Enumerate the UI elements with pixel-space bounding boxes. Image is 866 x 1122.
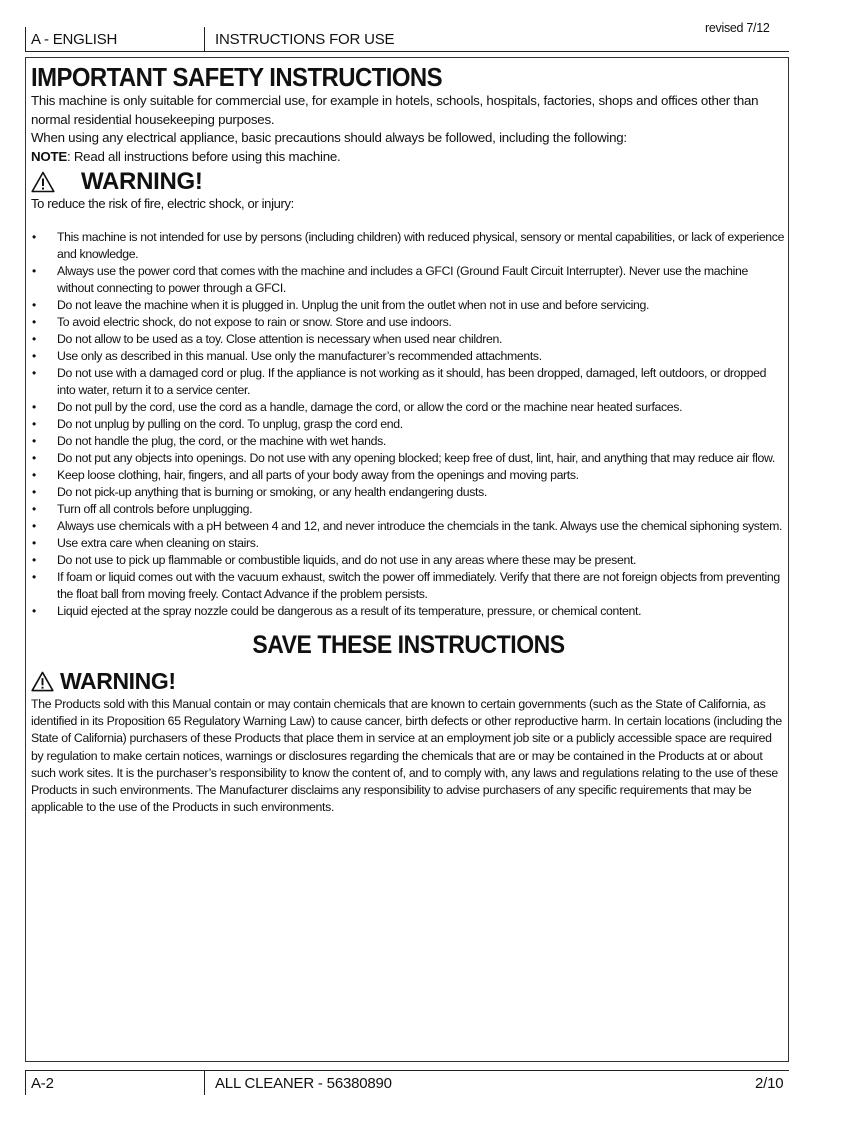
bullet-text: Keep loose clothing, hair, fingers, and all parts of your body away from the openings and moving parts. [57,468,579,482]
bullet-dot: • [32,536,36,550]
bullet-dot: • [32,434,36,448]
page-title: IMPORTANT SAFETY INSTRUCTIONS [31,62,443,92]
bullet-text: Use only as described in this manual. Use only the manufacturer’s recommended attachments. [57,349,542,363]
bullet-item [31,229,786,263]
header-left-rule [25,27,26,52]
bullet-text: If foam or liquid comes out with the vacuum exhaust, switch the power off immediately. Verify that there are not foreign objects from preventing the float ball from moving freely. Contact Advance if the problem persists. [57,570,780,601]
note-label: NOTE [31,148,67,164]
bullet-dot: • [32,451,36,465]
bullet-dot: • [32,570,36,584]
footer-top-rule [25,1070,789,1071]
bullet-text: Do not pull by the cord, use the cord as a handle, damage the cord, or allow the cord or the machine near heated surfaces. [57,400,683,414]
bullet-dot: • [32,264,36,278]
save-instructions-heading: SAVE THESE INSTRUCTIONS [252,631,565,659]
note-line [31,148,786,167]
intro-paragraph-2: When using any electrical appliance, basic precautions should always be followed, including the following: [31,130,627,145]
bullet-item [31,569,786,603]
bullet-item [31,433,786,450]
bullet-dot: • [32,332,36,346]
bullet-item [31,603,786,620]
footer-divider [204,1070,205,1095]
bullet-dot: • [32,502,36,516]
bullet-text: Do not unplug by pulling on the cord. To unplug, grasp the cord end. [57,417,403,431]
header-divider [204,27,205,52]
header-bottom-rule [25,51,789,52]
bullet-text: Turn off all controls before unplugging. [57,502,253,516]
bullet-dot: • [32,553,36,567]
note-text: : Read all instructions before using this machine. [66,148,341,164]
bullet-dot: • [32,400,36,414]
safety-bullet-list [31,229,786,620]
bullet-item [31,467,786,484]
bullet-item [31,348,786,365]
bullet-text: To avoid electric shock, do not expose to rain or snow. Store and use indoors. [57,315,452,329]
bullet-text: Do not use with a damaged cord or plug. If the appliance is not working as it should, has been dropped, damaged, left outdoors, or dropped into water, return it to a service center. [57,366,767,397]
bullet-item [31,518,786,535]
intro-block [31,92,786,166]
warning-title-1: WARNING! [81,168,203,195]
bullet-item [31,501,786,518]
warning-heading-2 [31,668,786,694]
bullet-dot: • [32,485,36,499]
bullet-text: Do not use to pick up flammable or combustible liquids, and do not use in any areas where these may be present. [57,553,637,567]
bullet-text: Do not pick-up anything that is burning or smoking, or any health endangering dusts. [57,485,487,499]
bullet-dot: • [32,298,36,312]
bullet-item [31,484,786,501]
bullet-item [31,297,786,314]
bullet-dot: • [32,349,36,363]
bullet-item [31,365,786,399]
main-content [31,62,786,816]
footer-model: ALL CLEANER - 56380890 [215,1075,392,1092]
warning-title-2: WARNING! [60,667,176,694]
warning-lead: To reduce the risk of fire, electric shock, or injury: [31,196,294,211]
bullet-dot: • [32,315,36,329]
header-revised: revised 7/12 [705,21,770,35]
warning-triangle-icon [31,171,55,193]
warning-heading-1 [31,168,786,196]
header-section-label: A - ENGLISH [31,31,118,48]
bullet-item [31,314,786,331]
bullet-item [31,416,786,433]
bullet-item [31,331,786,348]
footer-date: 2/10 [755,1075,784,1092]
footer-page-label: A-2 [31,1075,54,1092]
intro-paragraph-1: This machine is only suitable for commercial use, for example in hotels, schools, hospitals, factories, shops and offices other than normal residential housekeeping purposes. [31,93,759,127]
footer-left-rule [25,1070,26,1095]
bullet-text: Do not put any objects into openings. Do not use with any opening blocked; keep free of dust, lint, hair, and anything that may reduce air flow. [57,451,775,465]
bullet-text: This machine is not intended for use by persons (including children) with reduced physical, sensory or mental capabilities, or lack of experience and knowledge. [57,230,785,261]
bullet-item [31,399,786,416]
bullet-text: Do not allow to be used as a toy. Close attention is necessary when used near children. [57,332,503,346]
bullet-text: Always use the power cord that comes with the machine and includes a GFCI (Ground Fault Circuit Interrupter). Never use the machine without connecting to power through a GFCI. [57,264,748,295]
bullet-text: Do not handle the plug, the cord, or the machine with wet hands. [57,434,386,448]
bullet-text: Always use chemicals with a pH between 4 and 12, and never introduce the chemcials in the tank. Always use the chemical siphoning system. [57,519,783,533]
bullet-item [31,535,786,552]
bullet-dot: • [32,604,36,618]
warning-triangle-icon [31,671,54,692]
bullet-item [31,552,786,569]
bullet-dot: • [32,468,36,482]
bullet-dot: • [32,417,36,431]
prop65-paragraph: The Products sold with this Manual contain or may contain chemicals that are known to certain governments (such as the State of California, as identified in its Proposition 65 Regulatory Warning Law) to cause cancer, birth defects or other reproductive harm. In certain locations (including the State of California) purchasers of these Products that place them in service at an employment job site or a publicly accessible space are required by regulation to make certain notices, warnings or disclosures regarding the chemicals that are or may be contained in the Products at or about such work sites. It is the purchaser’s responsibility to know the content of, and to comply with, any laws and regulations relating to the use of these Products in such environments. The Manufacturer disclaims any responsibility to advise purchasers of any specific requirements that may be applicable to the use of the Products in such environments. [31,697,782,815]
bullet-dot: • [32,519,36,533]
bullet-text: Use extra care when cleaning on stairs. [57,536,259,550]
bullet-dot: • [32,366,36,380]
bullet-item [31,263,786,297]
bullet-text: Liquid ejected at the spray nozzle could be dangerous as a result of its temperature, pressure, or chemical content. [57,604,642,618]
bullet-dot: • [32,230,36,244]
bullet-item [31,450,786,467]
bullet-text: Do not leave the machine when it is plugged in. Unplug the unit from the outlet when not in use and before servicing. [57,298,650,312]
header-doc-type: INSTRUCTIONS FOR USE [215,31,395,48]
